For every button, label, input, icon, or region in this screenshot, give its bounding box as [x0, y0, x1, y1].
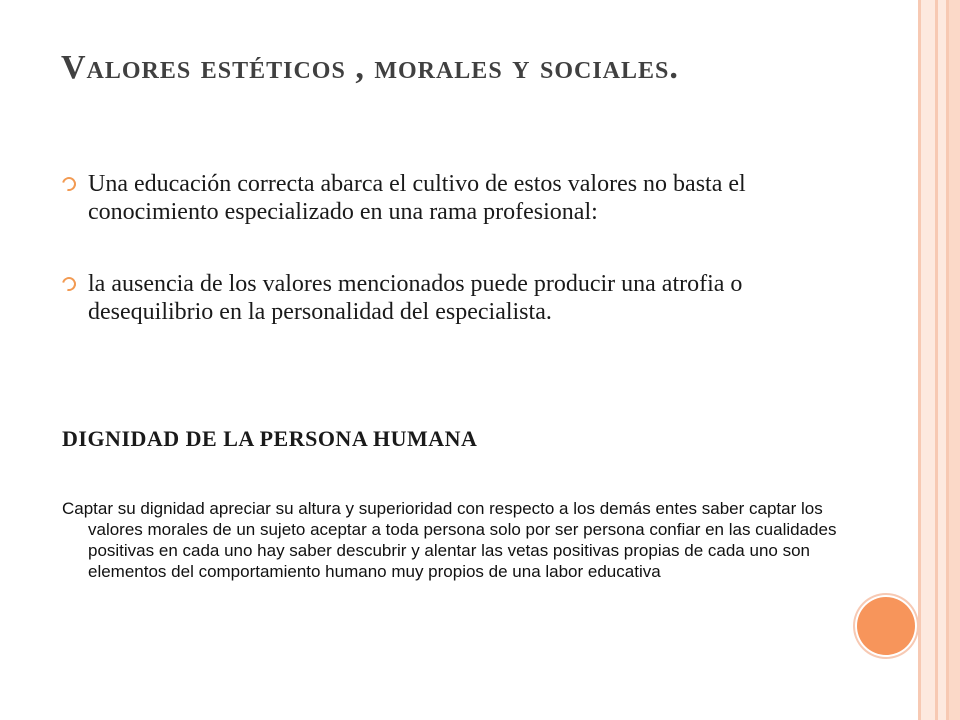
stripe	[921, 0, 935, 720]
bullet-item	[62, 170, 802, 226]
decorative-stripes	[918, 0, 960, 720]
bullet-text: la ausencia de los valores mencionados puede producir una atrofia o desequilibrio en la personalidad del especialista.	[88, 271, 743, 325]
bullet-item	[62, 270, 802, 326]
bullet-list	[62, 170, 802, 326]
stripe	[949, 0, 960, 720]
bullet-icon	[59, 174, 78, 193]
body-paragraph: Captar su dignidad apreciar su altura y superioridad con respecto a los demás entes saber captar los valores morales de un sujeto aceptar a toda persona solo por ser persona confiar en las cualidades positivas en cada uno hay saber descubrir y alentar las vetas positivas propias de cada uno son elementos del comportamiento humano muy propios de una labor educativa	[62, 499, 837, 581]
decorative-circle	[857, 597, 915, 655]
stripe	[938, 0, 946, 720]
slide-title: Valores estéticos , morales y sociales.	[61, 49, 679, 86]
bullet-icon	[59, 274, 78, 293]
bullet-text: Una educación correcta abarca el cultivo de estos valores no basta el conocimiento especializado en una rama profesional:	[88, 171, 746, 225]
section-heading: DIGNIDAD DE LA PERSONA HUMANA	[62, 426, 478, 451]
